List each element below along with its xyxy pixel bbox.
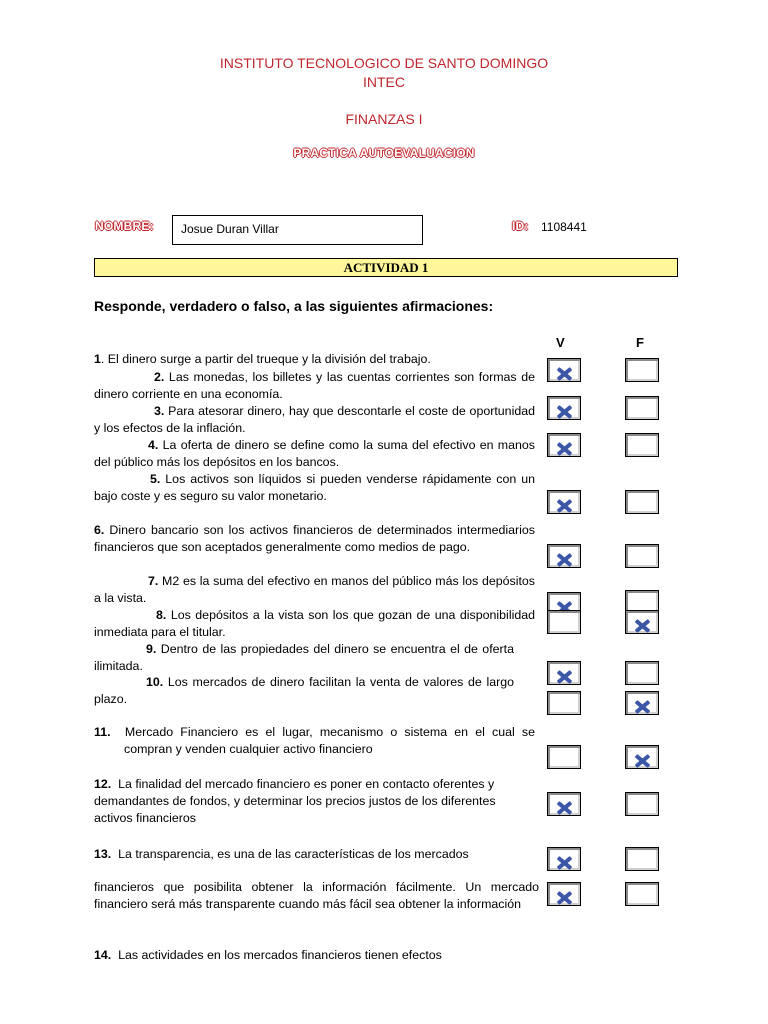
question-number: 10. <box>146 675 164 689</box>
institute-abbr: INTEC <box>363 74 405 90</box>
question-text: Las actividades en los mercados financieros tienen efectos <box>118 948 442 962</box>
check-mark-icon <box>634 700 651 713</box>
question-3 <box>94 403 535 437</box>
check-mark-icon <box>556 367 573 380</box>
question-text: Las monedas, los billetes y las cuentas corrientes son formas de dinero corriente en una economía. <box>94 370 535 401</box>
question-number: 3. <box>154 404 165 418</box>
question-text: La finalidad del mercado financiero es poner en contacto oferentes y demandantes de fondos, y determinar los precios justos de los diferentes activos financieros <box>94 777 496 825</box>
question-text: Dentro de las propiedades del dinero se encuentra el de oferta ilimitada. <box>94 642 514 673</box>
true-column-header: V <box>556 335 565 350</box>
question-12 <box>94 776 535 827</box>
answer-checkbox-4-v[interactable] <box>547 490 581 514</box>
course-title: FINANZAS I <box>345 111 423 127</box>
question-2 <box>94 369 535 403</box>
question-text: La transparencia, es una de las características de los mercados <box>118 847 469 861</box>
answer-checkbox-1-f[interactable] <box>625 358 659 382</box>
question-number: 1 <box>94 352 101 366</box>
question-text: Para atesorar dinero, hay que descontarle el coste de oportunidad y los efectos de la inflación. <box>94 404 535 435</box>
institute-title: INSTITUTO TECNOLOGICO DE SANTO DOMINGO <box>219 55 549 71</box>
answer-checkbox-2-v[interactable] <box>547 396 581 420</box>
check-mark-icon <box>556 405 573 418</box>
question-number: 14. <box>94 948 112 962</box>
answer-checkbox-13-v[interactable] <box>547 882 581 906</box>
question-14 <box>94 947 535 964</box>
answer-checkbox-12-f[interactable] <box>625 847 659 871</box>
question-number: 8. <box>156 608 167 622</box>
question-text: Los depósitos a la vista son los que gozan de una disponibilidad inmediata para el titular. <box>94 608 535 639</box>
answer-checkbox-3-v[interactable] <box>547 433 581 457</box>
answer-checkbox-9-f[interactable] <box>625 691 659 715</box>
question-4 <box>94 437 535 471</box>
question-number: 12. <box>94 777 112 791</box>
question-text: M2 es la suma del efectivo en manos del público más los depósitos a la vista. <box>94 574 535 605</box>
answer-checkbox-10-f[interactable] <box>625 745 659 769</box>
activity-title: ACTIVIDAD 1 <box>94 258 678 277</box>
question-8 <box>94 607 535 641</box>
question-10 <box>94 674 514 708</box>
answer-checkbox-5-f[interactable] <box>625 544 659 568</box>
check-mark-icon <box>556 670 573 683</box>
answer-checkbox-10-v[interactable] <box>547 745 581 769</box>
answer-checkbox-1-v[interactable] <box>547 358 581 382</box>
check-mark-icon <box>556 891 573 904</box>
answer-checkbox-11-f[interactable] <box>625 792 659 816</box>
id-label: ID: <box>512 219 529 233</box>
answer-checkbox-2-f[interactable] <box>625 396 659 420</box>
question-number: 4. <box>148 438 159 452</box>
question-text: . El dinero surge a partir del trueque y la división del trabajo. <box>100 352 431 366</box>
question-13 <box>94 846 535 863</box>
check-mark-icon <box>634 619 651 632</box>
answer-checkbox-7-f[interactable] <box>625 610 659 634</box>
answer-checkbox-9-v[interactable] <box>547 691 581 715</box>
question-number: 7. <box>148 574 159 588</box>
answer-checkbox-3-f[interactable] <box>625 433 659 457</box>
answer-checkbox-11-v[interactable] <box>547 792 581 816</box>
question-number: 2. <box>154 370 165 384</box>
question-text: Mercado Financiero es el lugar, mecanismo o sistema en el cual se compran y venden cualquier activo financiero <box>124 725 535 756</box>
answer-checkbox-5-v[interactable] <box>547 544 581 568</box>
question-number: 5. <box>150 472 161 486</box>
question-13-continued <box>94 879 539 913</box>
name-field[interactable]: Josue Duran Villar <box>172 215 423 245</box>
question-text: Dinero bancario son los activos financieros de determinados intermediarios financieros que son aceptados generalmente como medios de pago. <box>94 523 535 554</box>
question-number: 11. <box>94 725 111 739</box>
question-text: La oferta de dinero se define como la suma del efectivo en manos del público más los depósitos en los bancos. <box>94 438 535 469</box>
false-column-header: F <box>636 335 644 350</box>
answer-checkbox-4-f[interactable] <box>625 490 659 514</box>
question-7 <box>94 573 535 607</box>
id-value: 1108441 <box>541 220 587 234</box>
check-mark-icon <box>556 499 573 512</box>
question-6 <box>94 522 535 556</box>
question-text: Los activos son líquidos si pueden venderse rápidamente con un bajo coste y es seguro su valor monetario. <box>94 472 535 503</box>
question-number: 9. <box>146 642 157 656</box>
name-label: NOMBRE: <box>95 219 154 233</box>
check-mark-icon <box>556 856 573 869</box>
question-9 <box>94 641 514 675</box>
answer-checkbox-13-f[interactable] <box>625 882 659 906</box>
question-text: Los mercados de dinero facilitan la venta de valores de largo plazo. <box>94 675 514 706</box>
answer-checkbox-7-v[interactable] <box>547 610 581 634</box>
question-5 <box>94 471 535 505</box>
question-number: 6. <box>94 523 105 537</box>
question-number: 13. <box>94 847 112 861</box>
instructions: Responde, verdadero o falso, a las siguientes afirmaciones: <box>94 298 494 314</box>
answer-checkbox-8-f[interactable] <box>625 661 659 685</box>
answer-checkbox-12-v[interactable] <box>547 847 581 871</box>
practice-title: PRACTICA AUTOEVALUACION <box>293 146 475 160</box>
answer-checkbox-8-v[interactable] <box>547 661 581 685</box>
question-text: financieros que posibilita obtener la información fácilmente. Un mercado financiero será más transparente cuando más fácil sea obtener la información <box>94 880 539 911</box>
check-mark-icon <box>556 801 573 814</box>
question-11 <box>94 724 535 758</box>
check-mark-icon <box>556 553 573 566</box>
check-mark-icon <box>634 754 651 767</box>
check-mark-icon <box>556 442 573 455</box>
question-1 <box>94 351 535 368</box>
